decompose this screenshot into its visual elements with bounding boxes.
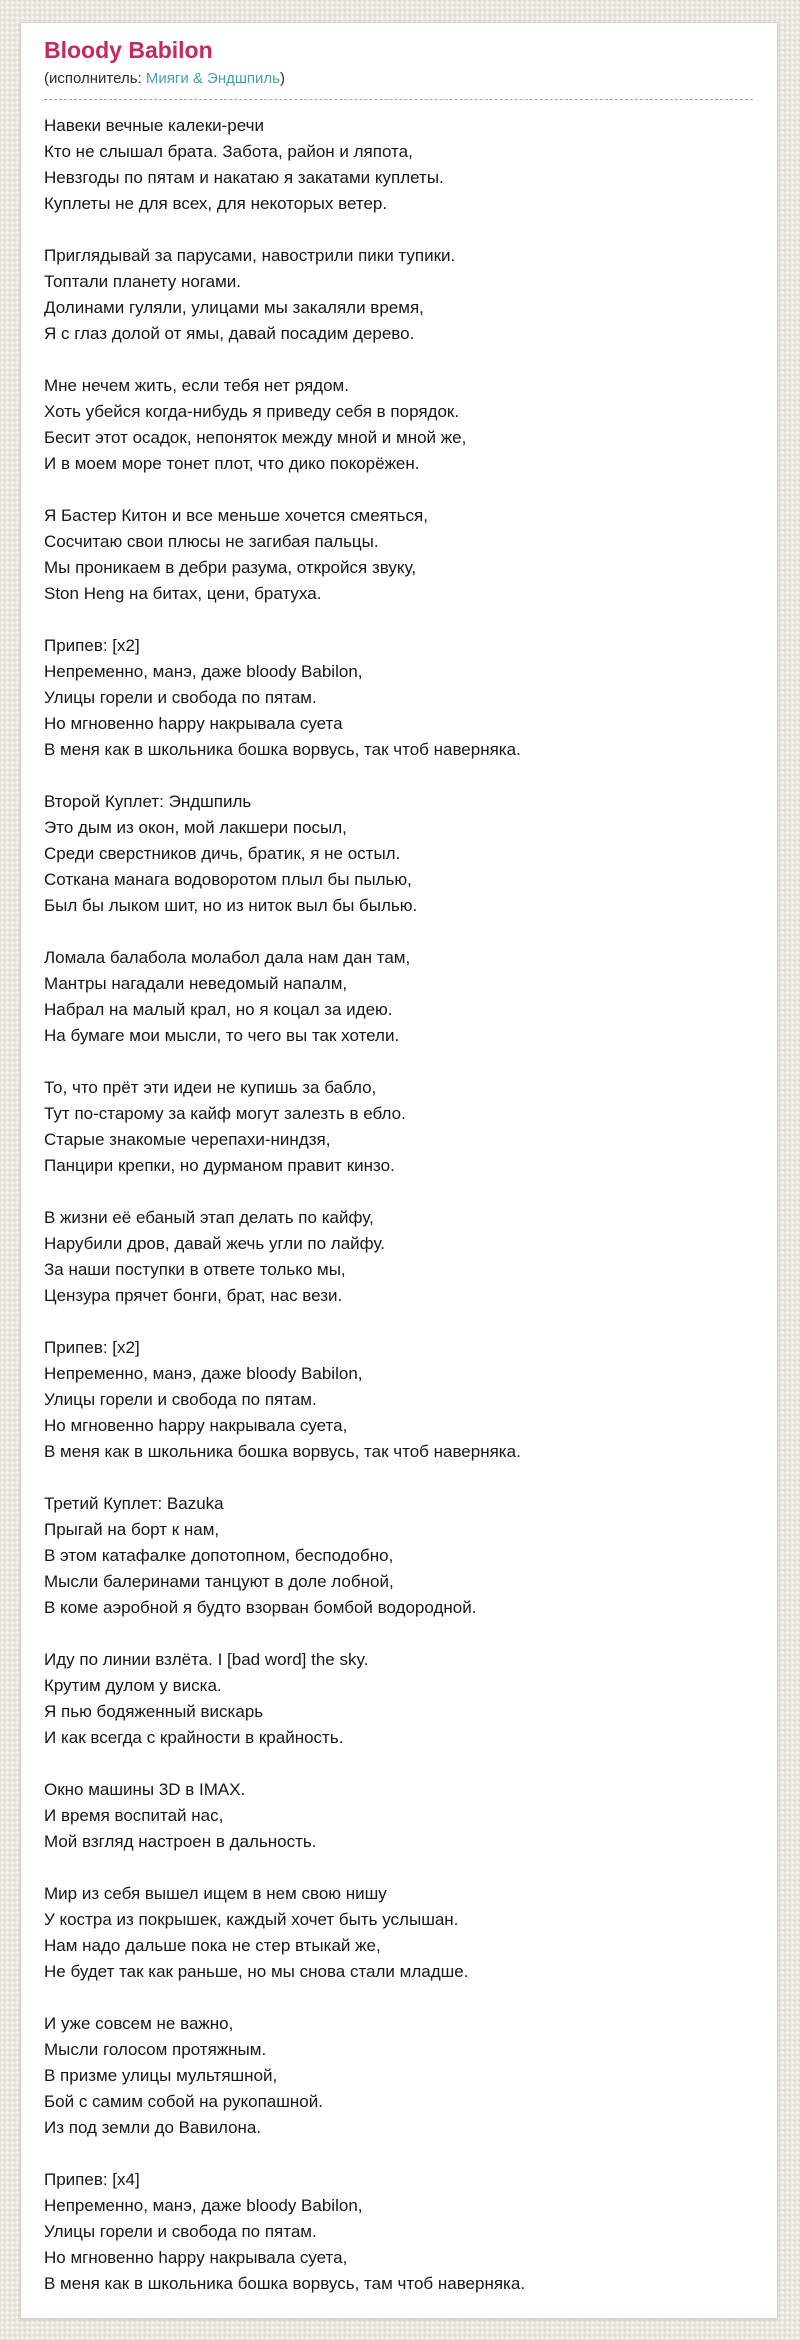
stanza: [44, 633, 753, 763]
stanza: [44, 1647, 753, 1751]
lyric-line: То, что прёт эти идеи не купишь за бабло,: [44, 1078, 377, 1097]
lyric-line: В коме аэробной я будто взорван бомбой водородной.: [44, 1598, 477, 1617]
lyric-line: В меня как в школьника бошка ворвусь, там чтоб наверняка.: [44, 2274, 526, 2293]
lyrics: [44, 113, 753, 2297]
lyric-line: В жизни её ебаный этап делать по кайфу,: [44, 1208, 374, 1227]
stanza: [44, 1075, 753, 1179]
lyric-line: Сосчитаю свои плюсы не загибая пальцы.: [44, 532, 379, 551]
lyric-line: Второй Куплет: Эндшпиль: [44, 792, 252, 811]
lyric-line: Непременно, манэ, даже bloody Babilon,: [44, 2196, 363, 2215]
lyric-line: Иду по линии взлёта. I [bad word] the sky.: [44, 1650, 369, 1669]
stanza: [44, 789, 753, 919]
lyric-line: За наши поступки в ответе только мы,: [44, 1260, 346, 1279]
stanza: [44, 243, 753, 347]
lyric-line: Улицы горели и свобода по пятам.: [44, 688, 317, 707]
lyric-line: Ston Heng на битах, цени, братуха.: [44, 584, 322, 603]
lyric-line: Прыгай на борт к нам,: [44, 1520, 220, 1539]
artist-link[interactable]: Мияги & Эндшпиль: [145, 70, 280, 87]
stanza: [44, 1205, 753, 1309]
lyric-line: Окно машины 3D в IMAX.: [44, 1780, 246, 1799]
lyric-line: Припев: [x4]: [44, 2170, 140, 2189]
lyric-line: И в моем море тонет плот, что дико покорёжен.: [44, 454, 420, 473]
lyric-line: Был бы лыком шит, но из ниток выл бы былью.: [44, 896, 418, 915]
lyric-line: Непременно, манэ, даже bloody Babilon,: [44, 1364, 363, 1383]
lyric-line: Мой взгляд настроен в дальность.: [44, 1832, 317, 1851]
stanza: [44, 1491, 753, 1621]
lyric-line: И как всегда с крайности в крайность.: [44, 1728, 344, 1747]
lyric-line: Невзгоды по пятам и накатаю я закатами куплеты.: [44, 168, 444, 187]
lyric-line: На бумаге мои мысли, то чего вы так хотели.: [44, 1026, 400, 1045]
lyric-line: Это дым из окон, мой лакшери посыл,: [44, 818, 347, 837]
lyric-line: Мне нечем жить, если тебя нет рядом.: [44, 376, 349, 395]
lyric-line: Нарубили дров, давай жечь угли по лайфу.: [44, 1234, 385, 1253]
stanza: [44, 2011, 753, 2141]
lyric-line: Непременно, манэ, даже bloody Babilon,: [44, 662, 363, 681]
stanza: [44, 503, 753, 607]
lyric-line: Куплеты не для всех, для некоторых ветер.: [44, 194, 388, 213]
stanza: [44, 113, 753, 217]
lyric-line: Третий Куплет: Bazuka: [44, 1494, 224, 1513]
lyric-line: Топтали планету ногами.: [44, 272, 241, 291]
lyric-line: Бой с самим собой на рукопашной.: [44, 2092, 323, 2111]
page-title: Bloody Babilon: [44, 37, 213, 63]
lyric-line: Навеки вечные калеки-речи: [44, 116, 264, 135]
lyric-line: Ломала балабола молабол дала нам дан там,: [44, 948, 411, 967]
lyric-line: Мы проникаем в дебри разума, откройся звуку,: [44, 558, 417, 577]
lyric-line: Припев: [x2]: [44, 636, 140, 655]
lyric-line: Соткана манага водоворотом плыл бы пылью,: [44, 870, 412, 889]
lyric-line: И время воспитай нас,: [44, 1806, 224, 1825]
lyric-line: Приглядывай за парусами, навострили пики тупики.: [44, 246, 456, 265]
lyrics-card: [20, 22, 778, 2319]
artist-label-suffix: ): [279, 70, 285, 87]
lyric-line: Бесит этот осадок, непоняток между мной и мной же,: [44, 428, 467, 447]
lyric-line: Тут по-старому за кайф могут залезть в ебло.: [44, 1104, 406, 1123]
stanza: [44, 373, 753, 477]
lyric-line: Кто не слышал брата. Забота, район и ляпота,: [44, 142, 413, 161]
lyric-line: Из под земли до Вавилона.: [44, 2118, 262, 2137]
lyric-line: Мир из себя вышел ищем в нем свою нишу: [44, 1884, 387, 1903]
lyric-line: Крутим дулом у виска.: [44, 1676, 222, 1695]
lyric-line: Я Бастер Китон и все меньше хочется смеяться,: [44, 506, 428, 525]
lyric-line: В меня как в школьника бошка ворвусь, так чтоб наверняка.: [44, 740, 521, 759]
artist-line: [44, 69, 753, 100]
lyric-line: Нам надо дальше пока не стер втыкай же,: [44, 1936, 381, 1955]
lyric-line: Не будет так как раньше, но мы снова стали младше.: [44, 1962, 469, 1981]
lyric-line: Мысли голосом протяжным.: [44, 2040, 267, 2059]
lyric-line: В призме улицы мультяшной,: [44, 2066, 278, 2085]
lyric-line: Хоть убейся когда-нибудь я приведу себя в порядок.: [44, 402, 460, 421]
lyric-line: Я пью бодяженный вискарь: [44, 1702, 264, 1721]
stanza: [44, 1335, 753, 1465]
lyric-line: Набрал на малый крал, но я коцал за идею.: [44, 1000, 393, 1019]
lyric-line: Панцири крепки, но дурманом правит кинзо.: [44, 1156, 395, 1175]
lyric-line: Но мгновенно happy накрывала суета: [44, 714, 343, 733]
stanza: [44, 945, 753, 1049]
stanza: [44, 1777, 753, 1855]
lyric-line: У костра из покрышек, каждый хочет быть услышан.: [44, 1910, 459, 1929]
lyric-line: Но мгновенно happy накрывала суета,: [44, 1416, 348, 1435]
stanza: [44, 2167, 753, 2297]
lyric-line: В меня как в школьника бошка ворвусь, так чтоб наверняка.: [44, 1442, 521, 1461]
lyric-line: Долинами гуляли, улицами мы закаляли время,: [44, 298, 424, 317]
artist-label-prefix: (исполнитель:: [44, 70, 146, 87]
lyric-line: Улицы горели и свобода по пятам.: [44, 1390, 317, 1409]
lyric-line: Улицы горели и свобода по пятам.: [44, 2222, 317, 2241]
lyric-line: Старые знакомые черепахи-ниндзя,: [44, 1130, 331, 1149]
lyric-line: Среди сверстников дичь, братик, я не остыл.: [44, 844, 401, 863]
lyric-line: Мантры нагадали неведомый напалм,: [44, 974, 348, 993]
lyric-line: Я с глаз долой от ямы, давай посадим дерево.: [44, 324, 415, 343]
lyric-line: В этом катафалке допотопном, бесподобно,: [44, 1546, 394, 1565]
lyric-line: Но мгновенно happy накрывала суета,: [44, 2248, 348, 2267]
lyric-line: Мысли балеринами танцуют в доле лобной,: [44, 1572, 394, 1591]
lyric-line: Припев: [x2]: [44, 1338, 140, 1357]
lyric-line: И уже совсем не важно,: [44, 2014, 234, 2033]
lyric-line: Цензура прячет бонги, брат, нас вези.: [44, 1286, 343, 1305]
stanza: [44, 1881, 753, 1985]
